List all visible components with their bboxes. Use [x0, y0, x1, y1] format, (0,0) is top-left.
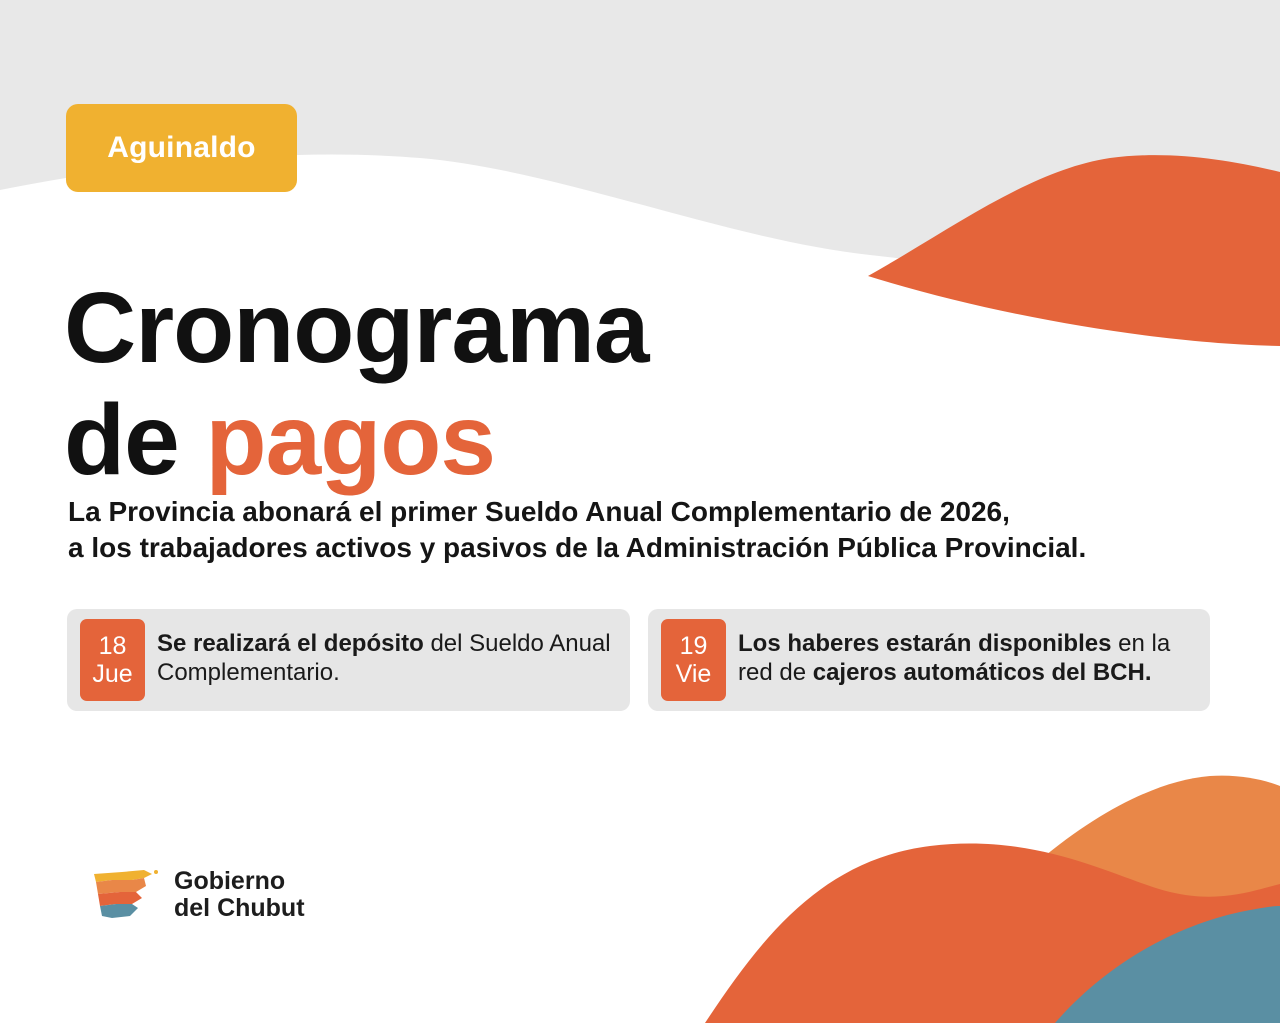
title-line2-highlight: pagos — [205, 384, 495, 496]
date-badge-day: 19 — [679, 632, 708, 660]
subtitle-line2: a los trabajadores activos y pasivos de la Administración Pública Provincial. — [68, 532, 1087, 563]
card-text-bold-2: cajeros automáticos del BCH. — [812, 659, 1152, 686]
date-badge-day: 18 — [98, 632, 127, 660]
subtitle-line1: La Provincia abonará el primer Sueldo Anual Complementario de 2026, — [68, 496, 1010, 527]
date-badge-2 — [661, 619, 726, 701]
schedule-card-text-2 — [738, 629, 1198, 687]
government-logo — [92, 868, 305, 922]
schedule-card-2 — [648, 609, 1210, 711]
title-line1: Cronograma — [64, 272, 649, 384]
chubut-map-icon — [92, 868, 162, 922]
schedule-card-text-1 — [157, 629, 617, 687]
date-badge-weekday: Jue — [92, 660, 133, 688]
logo-text — [174, 868, 305, 922]
card-text-plain: del Sueldo Anual Complementario. — [157, 630, 611, 686]
category-tag — [66, 104, 297, 192]
date-badge-weekday: Vie — [675, 660, 712, 688]
card-text-plain: en la red de — [738, 630, 1171, 686]
title-line2-prefix: de — [64, 384, 179, 496]
subtitle — [68, 494, 1218, 566]
schedule-card-1 — [67, 609, 630, 711]
logo-line1: Gobierno — [174, 867, 286, 895]
date-badge-1 — [80, 619, 145, 701]
card-text-bold: Los haberes estarán disponibles — [738, 630, 1112, 657]
page-title — [64, 272, 649, 496]
category-tag-label: Aguinaldo — [107, 131, 256, 164]
logo-line2: del Chubut — [174, 894, 305, 922]
card-text-bold: Se realizará el depósito — [157, 630, 424, 657]
